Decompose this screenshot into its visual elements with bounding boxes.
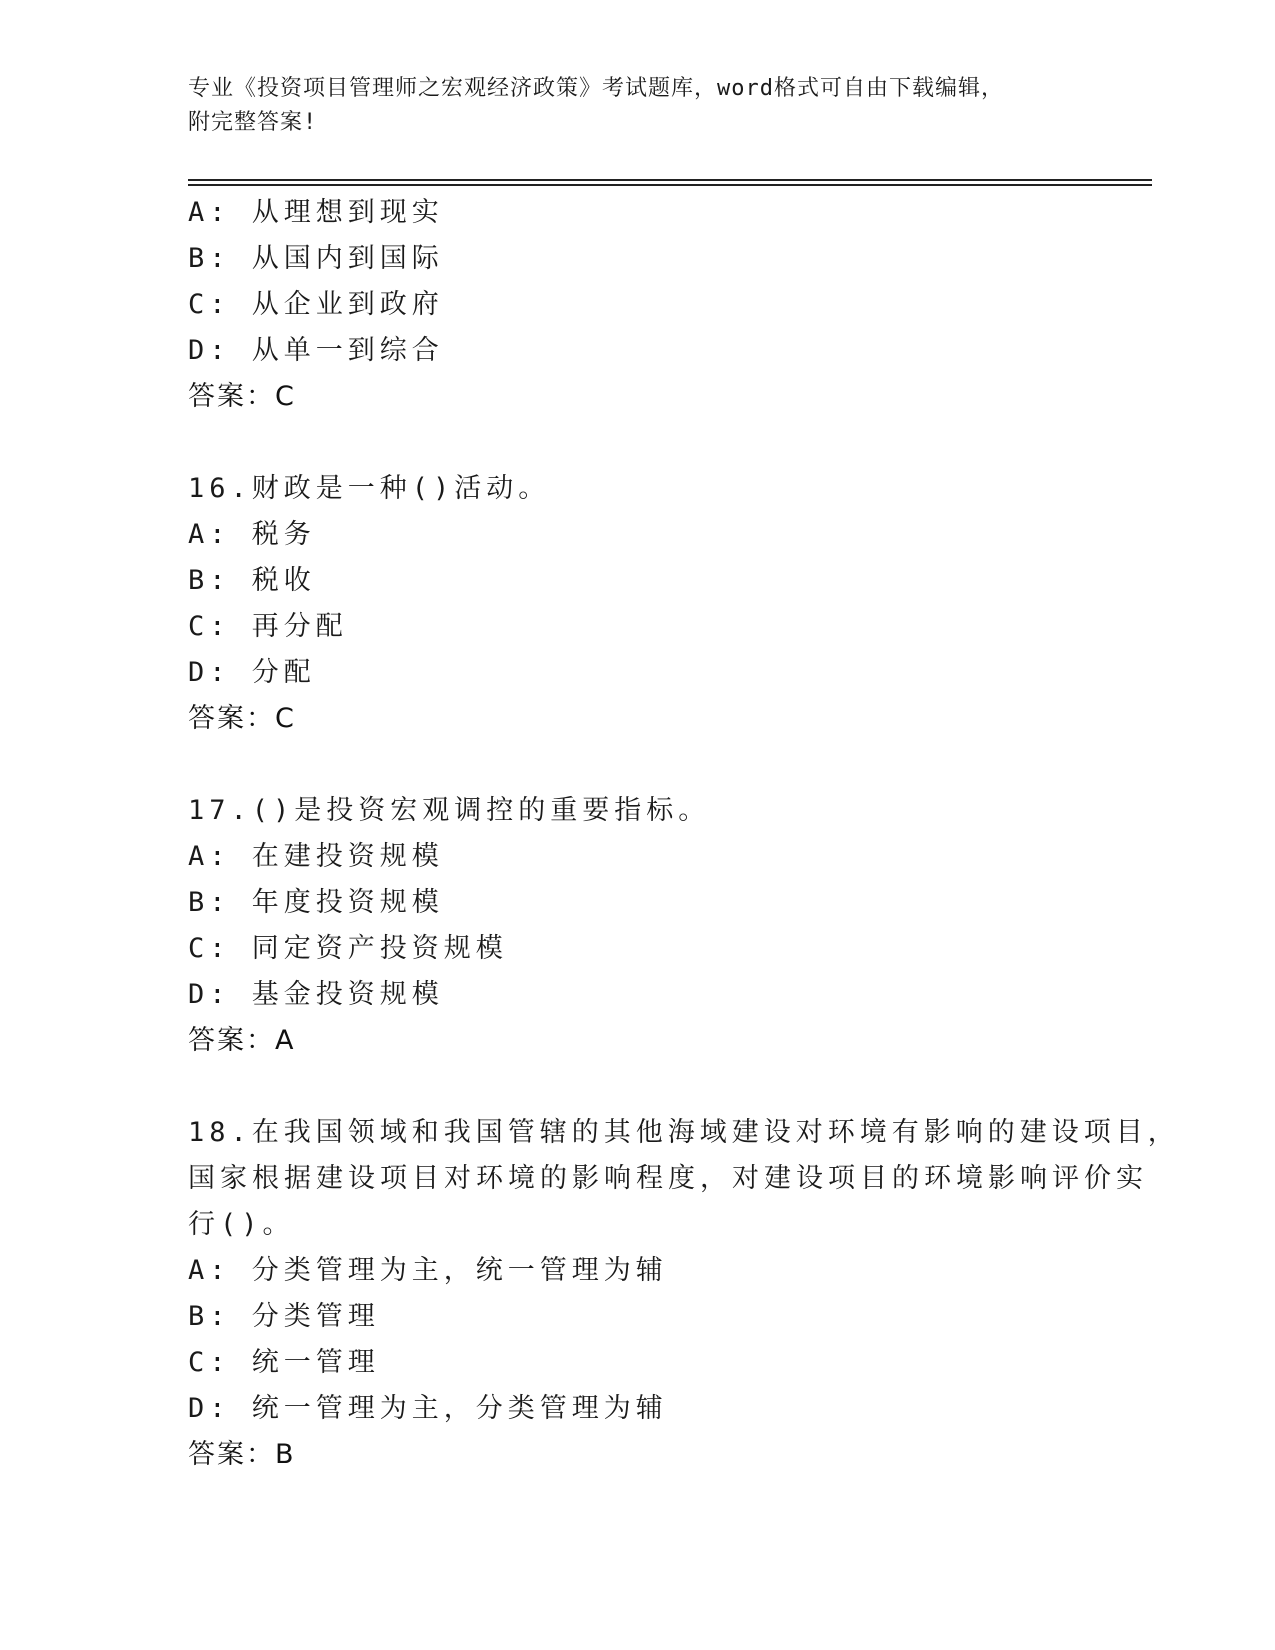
header-line-1: 专业《投资项目管理师之宏观经济政策》考试题库，word格式可自由下载编辑， xyxy=(188,76,1004,101)
spacer xyxy=(188,420,1088,466)
option-d: D: 从单一到综合 xyxy=(188,335,444,366)
answer: 答案：C xyxy=(188,381,296,412)
question-stem: 16.财政是一种()活动。 xyxy=(188,473,551,504)
question-stem-line-2: 国家根据建设项目对环境的影响程度，对建设项目的环境影响评价实 xyxy=(188,1163,1148,1194)
question-list xyxy=(188,190,1180,1478)
header-divider-bottom xyxy=(188,184,1152,186)
option-b: B: 分类管理 xyxy=(188,1301,380,1332)
option-b: B: 年度投资规模 xyxy=(188,887,444,918)
question-17 xyxy=(188,788,1088,1064)
option-a: A: 税务 xyxy=(188,519,316,550)
option-c: C: 统一管理 xyxy=(188,1347,380,1378)
option-c: C: 再分配 xyxy=(188,611,348,642)
option-b: B: 从国内到国际 xyxy=(188,243,444,274)
option-a: A: 从理想到现实 xyxy=(188,197,444,228)
question-18 xyxy=(188,1110,1180,1478)
option-c: C: 从企业到政府 xyxy=(188,289,444,320)
question-15 xyxy=(188,190,1088,420)
option-d: D: 基金投资规模 xyxy=(188,979,444,1010)
option-d: D: 统一管理为主，分类管理为辅 xyxy=(188,1393,668,1424)
header-line-2: 附完整答案! xyxy=(188,110,318,135)
answer: 答案：C xyxy=(188,703,296,734)
option-a: A: 在建投资规模 xyxy=(188,841,444,872)
spacer xyxy=(188,742,1088,788)
option-d: D: 分配 xyxy=(188,657,316,688)
option-c: C: 同定资产投资规模 xyxy=(188,933,508,964)
document-header xyxy=(188,72,1088,140)
answer: 答案：B xyxy=(188,1439,296,1470)
question-stem: 17.()是投资宏观调控的重要指标。 xyxy=(188,795,711,826)
question-stem-line-3: 行()。 xyxy=(188,1209,295,1240)
option-b: B: 税收 xyxy=(188,565,316,596)
question-16 xyxy=(188,466,1088,742)
option-a: A: 分类管理为主，统一管理为辅 xyxy=(188,1255,668,1286)
spacer xyxy=(188,1064,1088,1110)
header-divider-top xyxy=(188,179,1152,181)
answer: 答案：A xyxy=(188,1025,296,1056)
question-stem-line-1: 18.在我国领域和我国管辖的其他海域建设对环境有影响的建设项目， xyxy=(188,1117,1180,1148)
